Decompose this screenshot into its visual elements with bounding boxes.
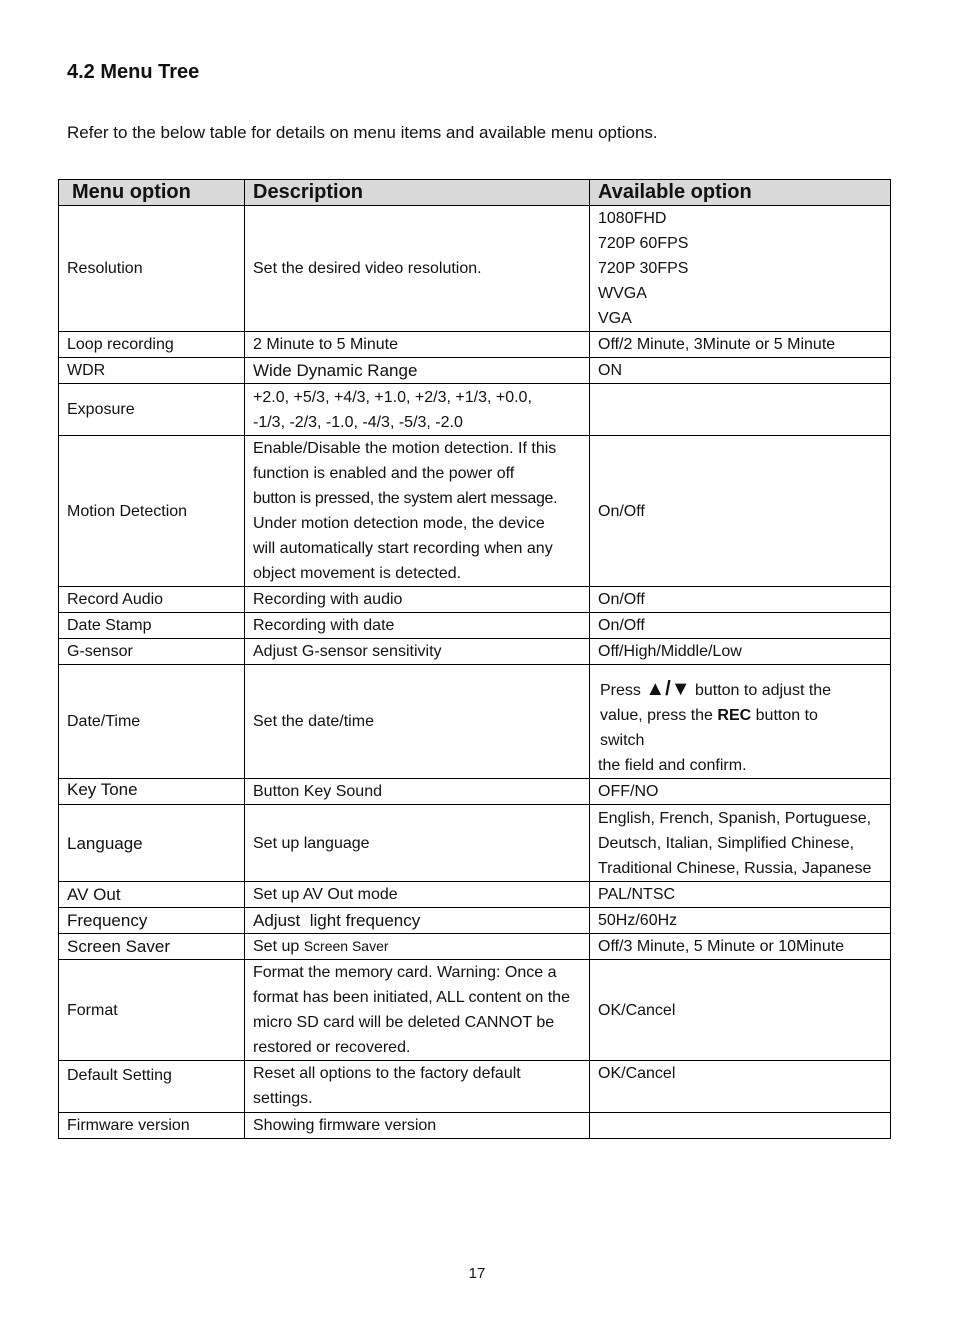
- option-cell: Motion Detection: [59, 436, 245, 587]
- option-cell: Key Tone: [59, 779, 245, 805]
- available-line: 1080FHD: [598, 210, 667, 227]
- available-cell: 50Hz/60Hz: [590, 908, 891, 934]
- table-row: [59, 206, 891, 332]
- table-row: [59, 384, 891, 436]
- available-line: WVGA: [598, 285, 647, 302]
- description-line: button is pressed, the system alert message.: [253, 490, 558, 507]
- description-cell: Set the desired video resolution.: [245, 206, 590, 332]
- description-cell: Adjust light frequency: [245, 908, 590, 934]
- adjust-text: button to adjust the: [694, 682, 832, 699]
- option-cell: Loop recording: [59, 332, 245, 358]
- description-cell: Recording with audio: [245, 587, 590, 613]
- option-cell: Default Setting: [59, 1061, 245, 1113]
- description-cell: [245, 960, 590, 1061]
- description-line: restored or recovered.: [253, 1039, 411, 1056]
- table-header-row: [59, 180, 891, 206]
- available-line: 720P 60FPS: [598, 235, 689, 252]
- description-line: Reset all options to the factory default: [253, 1065, 521, 1082]
- header-description: Description: [245, 180, 590, 206]
- table-row: [59, 332, 891, 358]
- rec-button-label: REC: [717, 707, 752, 724]
- table-row: [59, 805, 891, 882]
- available-line: Deutsch, Italian, Simplified Chinese,: [598, 834, 855, 852]
- description-cell: [245, 1061, 590, 1113]
- option-cell: G-sensor: [59, 639, 245, 665]
- option-cell: Screen Saver: [59, 934, 245, 960]
- available-cell: OFF/NO: [590, 779, 891, 805]
- available-line: [598, 703, 882, 728]
- intro-text: Refer to the below table for details on menu items and available menu options.: [67, 123, 658, 142]
- description-line: object movement is detected.: [253, 565, 462, 582]
- table-row: [59, 665, 891, 779]
- header-available-option: Available option: [590, 180, 891, 206]
- table-row: [59, 1113, 891, 1139]
- description-small: Screen Saver: [303, 938, 389, 954]
- option-cell: Date/Time: [59, 665, 245, 779]
- available-line: the field and confirm.: [598, 757, 747, 774]
- table-row: [59, 1061, 891, 1113]
- available-line: English, French, Spanish, Portuguese,: [598, 809, 872, 827]
- description-line: micro SD card will be deleted CANNOT be: [253, 1014, 555, 1031]
- menu-tree-table: [58, 179, 891, 1139]
- available-cell: OK/Cancel: [590, 960, 891, 1061]
- option-cell: Frequency: [59, 908, 245, 934]
- description-cell: [245, 934, 590, 960]
- description-cell: Showing firmware version: [245, 1113, 590, 1139]
- table-row: [59, 882, 891, 908]
- available-cell: ON: [590, 358, 891, 384]
- available-line: switch: [600, 732, 645, 749]
- description-cell: 2 Minute to 5 Minute: [245, 332, 590, 358]
- description-line: -1/3, -2/3, -1.0, -4/3, -5/3, -2.0: [253, 413, 463, 431]
- description-cell: [245, 384, 590, 436]
- description-line: settings.: [253, 1090, 313, 1107]
- option-cell: Exposure: [59, 384, 245, 436]
- description-cell: Set up language: [245, 805, 590, 882]
- available-cell: [590, 206, 891, 332]
- option-cell: AV Out: [59, 882, 245, 908]
- table-row: [59, 358, 891, 384]
- option-cell: Language: [59, 805, 245, 882]
- available-cell: Off/2 Minute, 3Minute or 5 Minute: [590, 332, 891, 358]
- description-line: format has been initiated, ALL content on the: [253, 989, 570, 1006]
- option-cell: Firmware version: [59, 1113, 245, 1139]
- table-row: [59, 613, 891, 639]
- option-cell: Format: [59, 960, 245, 1061]
- available-cell: OK/Cancel: [590, 1061, 891, 1113]
- option-cell: Record Audio: [59, 587, 245, 613]
- available-line: [598, 677, 882, 703]
- button-to-text: button to: [755, 707, 818, 724]
- available-cell: PAL/NTSC: [590, 882, 891, 908]
- description-cell: [245, 436, 590, 587]
- option-cell: Resolution: [59, 206, 245, 332]
- available-cell: [590, 665, 891, 779]
- table-row: [59, 779, 891, 805]
- description-cell: Recording with date: [245, 613, 590, 639]
- header-menu-option: Menu option: [59, 180, 245, 206]
- table-row: [59, 960, 891, 1061]
- description-cell: Set up AV Out mode: [245, 882, 590, 908]
- press-text: Press: [600, 682, 641, 699]
- description-line: +2.0, +5/3, +4/3, +1.0, +2/3, +1/3, +0.0,: [253, 388, 532, 406]
- section-heading: 4.2 Menu Tree: [67, 61, 200, 83]
- available-cell: On/Off: [590, 613, 891, 639]
- description-cell: Set the date/time: [245, 665, 590, 779]
- available-line: Traditional Chinese, Russia, Japanese: [598, 859, 872, 877]
- description-line: will automatically start recording when any: [253, 540, 553, 557]
- option-cell: Date Stamp: [59, 613, 245, 639]
- available-cell: On/Off: [590, 587, 891, 613]
- available-line: 720P 30FPS: [598, 260, 689, 277]
- table-row: [59, 436, 891, 587]
- available-cell: [590, 1113, 891, 1139]
- page-number: 17: [468, 1265, 486, 1282]
- table-row: [59, 908, 891, 934]
- available-line: VGA: [598, 310, 632, 327]
- description-cell: Button Key Sound: [245, 779, 590, 805]
- table-row: [59, 587, 891, 613]
- up-down-arrow-icon: ▲/▼: [645, 678, 691, 700]
- available-cell: [590, 384, 891, 436]
- option-cell: WDR: [59, 358, 245, 384]
- available-cell: Off/3 Minute, 5 Minute or 10Minute: [590, 934, 891, 960]
- description-cell: Wide Dynamic Range: [245, 358, 590, 384]
- description-line: Enable/Disable the motion detection. If this: [253, 440, 557, 457]
- value-text: value, press the: [600, 707, 713, 724]
- description-line: Format the memory card. Warning: Once a: [253, 964, 557, 981]
- table-row: [59, 639, 891, 665]
- available-cell: Off/High/Middle/Low: [590, 639, 891, 665]
- description-line: function is enabled and the power off: [253, 465, 515, 482]
- description-pre: Set up: [253, 938, 300, 955]
- table-row: [59, 934, 891, 960]
- description-line: Under motion detection mode, the device: [253, 515, 545, 532]
- description-cell: Adjust G-sensor sensitivity: [245, 639, 590, 665]
- available-cell: [590, 805, 891, 882]
- available-cell: On/Off: [590, 436, 891, 587]
